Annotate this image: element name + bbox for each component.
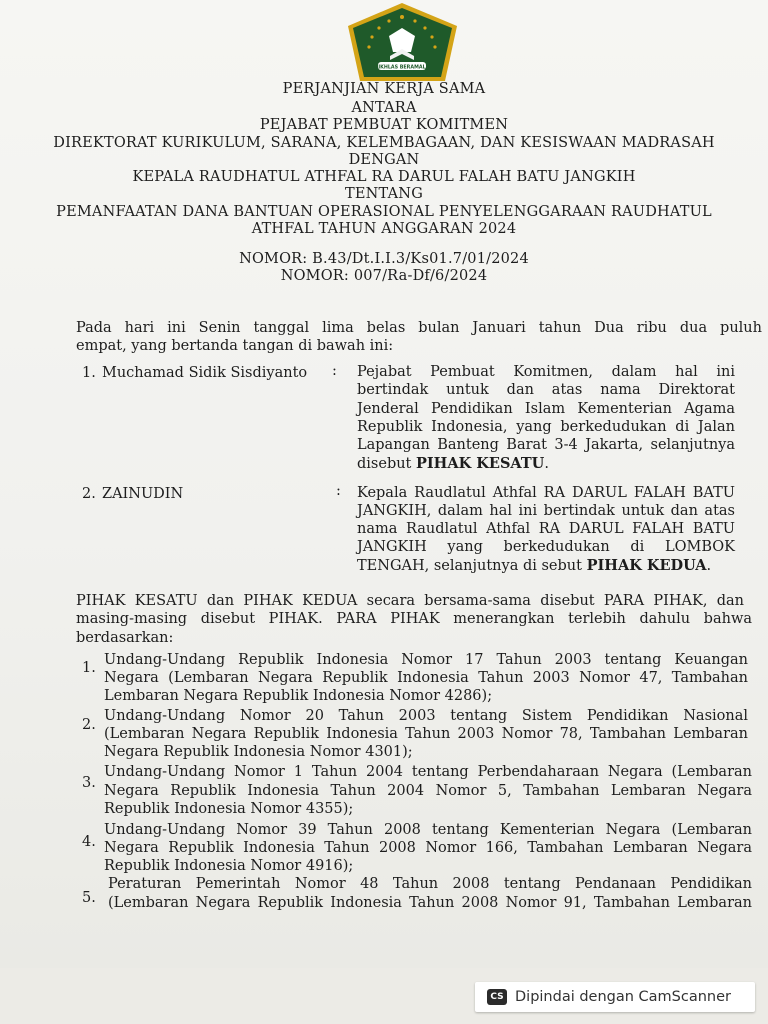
camscanner-label: Dipindai dengan CamScanner xyxy=(515,989,732,1005)
party-2-line-2: JANGKIH, dalam hal ini bertindak untuk dan atas xyxy=(357,503,735,519)
basis-3-number: 3. xyxy=(82,775,96,791)
basis-4-number: 4. xyxy=(82,834,96,850)
basis-5-line-2: (Lembaran Negara Republik Indonesia Tahun 2008 Nomor 91, Tambahan Lembaran xyxy=(108,895,752,911)
party-2-colon: : xyxy=(336,483,341,499)
nomor-1: NOMOR: B.43/Dt.I.I.3/Ks01.7/01/2024 xyxy=(239,251,529,267)
basis-4-line-3: Republik Indonesia Nomor 4916); xyxy=(104,858,354,874)
camscanner-badge xyxy=(475,982,755,1012)
basis-2-line-2: (Lembaran Negara Republik Indonesia Tahun 2003 Nomor 78, Tambahan Lembaran xyxy=(104,726,748,742)
intro-line-3: berdasarkan: xyxy=(76,630,174,646)
party-2-line-1: Kepala Raudlatul Athfal RA DARUL FALAH BATU xyxy=(357,485,735,501)
title-line-2: ANTARA xyxy=(351,100,417,116)
title-line-6: KEPALA RAUDHATUL ATHFAL RA DARUL FALAH BATU JANGKIH xyxy=(132,169,636,185)
pihak-kedua-label: PIHAK KEDUA xyxy=(586,557,707,574)
title-line-7: TENTANG xyxy=(345,186,423,202)
basis-5-number: 5. xyxy=(82,890,96,906)
camscanner-icon: CS xyxy=(487,989,507,1005)
basis-1-line-3: Lembaran Negara Republik Indonesia Nomor 4286); xyxy=(104,688,493,704)
opening-line-2: empat, yang bertanda tangan di bawah ini: xyxy=(76,338,394,354)
basis-3-line-2: Negara Republik Indonesia Tahun 2004 Nomor 5, Tambahan Lembaran Negara xyxy=(104,783,752,799)
party-1-line-5: Lapangan Banteng Barat 3-4 Jakarta, selanjutnya xyxy=(357,437,735,453)
kemenag-emblem-icon xyxy=(345,2,460,82)
basis-1-line-1: Undang-Undang Republik Indonesia Nomor 17 Tahun 2003 tentang Keuangan xyxy=(104,652,748,668)
party-1-line-6: disebut PIHAK KESATU. xyxy=(357,455,549,472)
title-line-5: DENGAN xyxy=(348,152,420,168)
pihak-kesatu-label: PIHAK KESATU xyxy=(416,455,545,472)
title-line-4: DIREKTORAT KURIKULUM, SARANA, KELEMBAGAAN, DAN KESISWAAN MADRASAH xyxy=(53,135,715,151)
nomor-2: NOMOR: 007/Ra-Df/6/2024 xyxy=(280,268,488,284)
title-line-9: ATHFAL TAHUN ANGGARAN 2024 xyxy=(251,221,517,237)
basis-4-line-2: Negara Republik Indonesia Tahun 2008 Nomor 166, Tambahan Lembaran Negara xyxy=(104,840,752,856)
party-1-colon: : xyxy=(332,363,337,379)
party-2-number: 2. xyxy=(82,486,96,502)
basis-1-number: 1. xyxy=(82,660,96,676)
basis-1-line-2: Negara (Lembaran Negara Republik Indonesia Tahun 2003 Nomor 47, Tambahan xyxy=(104,670,748,686)
svg-text:IKHLAS BERAMAL: IKHLAS BERAMAL xyxy=(378,65,426,71)
basis-5-line-1: Peraturan Pemerintah Nomor 48 Tahun 2008 tentang Pendanaan Pendidikan xyxy=(108,876,752,892)
party-1-line-1: Pejabat Pembuat Komitmen, dalam hal ini xyxy=(357,364,735,380)
party-1-line-2: bertindak untuk dan atas nama Direktorat xyxy=(357,382,735,398)
intro-line-2: masing-masing disebut PIHAK. PARA PIHAK menerangkan terlebih dahulu bahwa xyxy=(76,611,752,627)
party-2-line-4: JANGKIH yang berkedudukan di LOMBOK xyxy=(357,539,735,555)
title-line-3: PEJABAT PEMBUAT KOMITMEN xyxy=(259,117,509,133)
basis-3-line-1: Undang-Undang Nomor 1 Tahun 2004 tentang Perbendaharaan Negara (Lembaran xyxy=(104,764,752,780)
basis-2-line-3: Negara Republik Indonesia Nomor 4301); xyxy=(104,744,413,760)
opening-line-1: Pada hari ini Senin tanggal lima belas bulan Januari tahun Dua ribu dua puluh xyxy=(76,320,762,336)
basis-4-line-1: Undang-Undang Nomor 39 Tahun 2008 tentang Kementerian Negara (Lembaran xyxy=(104,822,752,838)
title-line-8: PEMANFAATAN DANA BANTUAN OPERASIONAL PENYELENGGARAAN RAUDHATUL xyxy=(56,204,712,220)
party-1-name: Muchamad Sidik Sisdiyanto xyxy=(102,365,308,381)
basis-2-line-1: Undang-Undang Nomor 20 Tahun 2003 tentang Sistem Pendidikan Nasional xyxy=(104,708,748,724)
basis-3-line-3: Republik Indonesia Nomor 4355); xyxy=(104,801,354,817)
party-1-number: 1. xyxy=(82,365,96,381)
party-1-line-4: Republik Indonesia, yang berkedudukan di Jalan xyxy=(357,419,735,435)
party-2-line-5: TENGAH, selanjutnya di sebut PIHAK KEDUA. xyxy=(357,557,712,574)
party-1-line-3: Jenderal Pendidikan Islam Kementerian Agama xyxy=(357,401,735,417)
party-2-line-3: nama Raudlatul Athfal RA DARUL FALAH BATU xyxy=(357,521,735,537)
basis-2-number: 2. xyxy=(82,717,96,733)
party-2-name: ZAINUDIN xyxy=(102,486,184,502)
title-line-1: PERJANJIAN KERJA SAMA xyxy=(282,81,486,97)
intro-line-1: PIHAK KESATU dan PIHAK KEDUA secara bersama-sama disebut PARA PIHAK, dan xyxy=(76,593,744,609)
